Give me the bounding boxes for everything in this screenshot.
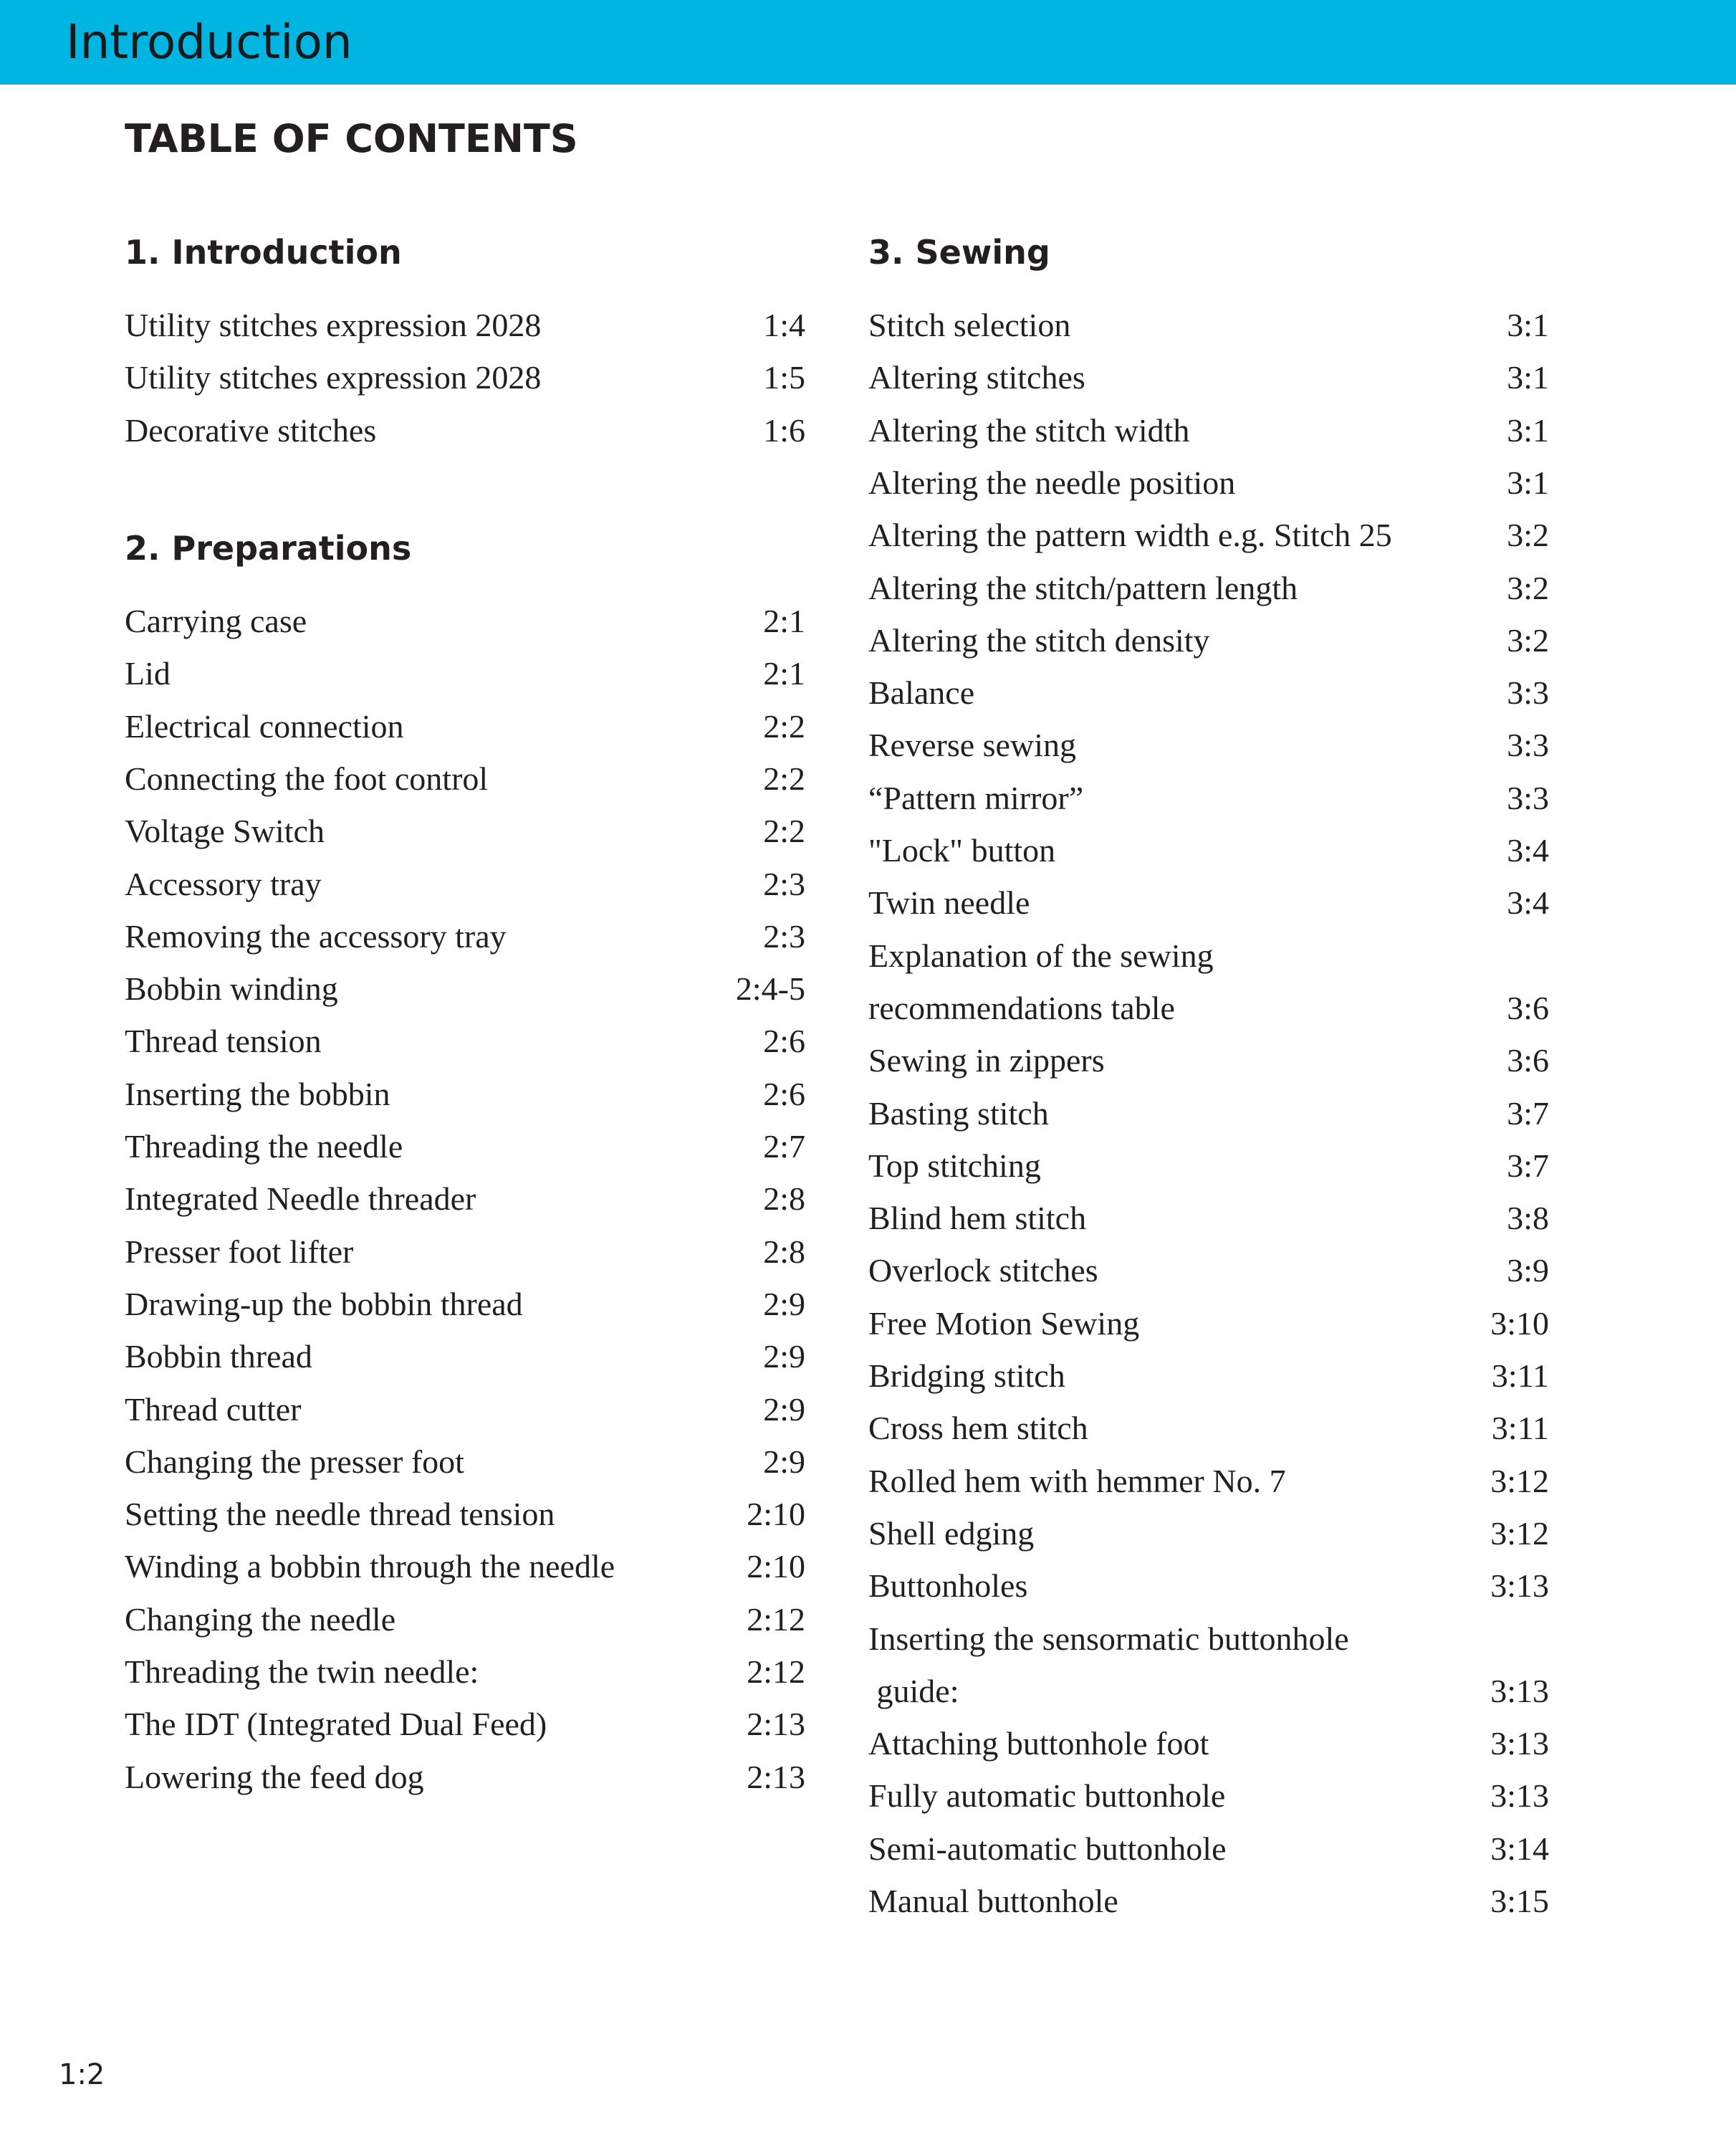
- toc-entry-label: Basting stitch: [868, 1094, 1049, 1132]
- toc-entry-page: 3:3: [1507, 727, 1549, 764]
- toc-entry[interactable]: [868, 1192, 1549, 1244]
- toc-entry-page: 1:4: [763, 307, 805, 343]
- toc-entry-label: Altering the stitch/pattern length: [868, 569, 1298, 606]
- toc-entry-page: 3:1: [1507, 411, 1549, 449]
- toc-entry[interactable]: [868, 1140, 1549, 1192]
- toc-entry-label: Electrical connection: [125, 707, 404, 745]
- toc-entry-page: 2:9: [763, 1285, 805, 1322]
- toc-entry-page: 2:8: [763, 1180, 805, 1218]
- toc-entry-label: Changing the needle: [125, 1600, 396, 1638]
- toc-entry-label: Top stitching: [868, 1147, 1041, 1184]
- toc-entry-page: 3:6: [1507, 989, 1549, 1026]
- toc-entry-label: Utility stitches expression 2028: [125, 307, 542, 343]
- toc-entry[interactable]: [868, 1875, 1549, 1927]
- toc-entry-label: Shell edging: [868, 1514, 1035, 1552]
- toc-entry-label: Cross hem stitch: [868, 1410, 1088, 1447]
- toc-entry-label: Free Motion Sewing: [868, 1304, 1140, 1342]
- toc-entry[interactable]: [868, 1087, 1549, 1140]
- toc-entry[interactable]: [125, 299, 805, 351]
- toc-entry-page: 2:9: [763, 1443, 805, 1480]
- page-number: 1:2: [59, 2058, 105, 2091]
- toc-entry-label: Overlock stitches: [868, 1252, 1098, 1289]
- toc-entry[interactable]: [868, 562, 1549, 614]
- toc-entry[interactable]: [125, 962, 805, 1015]
- toc-entry-page: 3:13: [1490, 1777, 1549, 1815]
- toc-entry[interactable]: [868, 1507, 1549, 1559]
- toc-entry[interactable]: [125, 858, 805, 910]
- toc-entry-page: 3:2: [1507, 569, 1549, 606]
- toc-entry-page: 2:8: [763, 1233, 805, 1270]
- toc-entry-label: Altering stitches: [868, 359, 1085, 396]
- toc-entry-page: 1:6: [763, 411, 805, 449]
- toc-entry-page: 2:2: [763, 760, 805, 797]
- toc-entry-label: Reverse sewing: [868, 727, 1076, 764]
- toc-entry-page: 2:12: [747, 1600, 805, 1638]
- toc-entry[interactable]: [125, 910, 805, 962]
- toc-entry-page: 1:5: [763, 359, 805, 396]
- toc-entry-page: 3:14: [1490, 1830, 1549, 1867]
- toc-entry-page: 2:10: [747, 1496, 805, 1533]
- toc-entry[interactable]: [125, 1540, 805, 1592]
- toc-entry[interactable]: [868, 1349, 1549, 1402]
- toc-entry-label: Balance: [868, 674, 975, 712]
- toc-entry[interactable]: [868, 772, 1549, 824]
- toc-entry[interactable]: [125, 1068, 805, 1120]
- toc-entry-page: 3:11: [1491, 1357, 1549, 1394]
- toc-entry-page: 2:9: [763, 1390, 805, 1428]
- toc-entry-page: 3:2: [1507, 517, 1549, 554]
- toc-entry-label: Buttonholes: [868, 1567, 1028, 1605]
- toc-entry-label: Inserting the sensormatic buttonhole: [868, 1620, 1349, 1657]
- toc-entry[interactable]: [868, 1717, 1549, 1769]
- toc-entry-label: recommendations table: [868, 989, 1175, 1026]
- toc-entry-page: 2:1: [763, 603, 805, 639]
- toc-entry[interactable]: [125, 404, 805, 457]
- toc-entry-page: 3:13: [1490, 1567, 1549, 1605]
- toc-entry-page: 2:3: [763, 917, 805, 955]
- toc-entry-page: 2:13: [747, 1706, 805, 1743]
- header-bar: [0, 0, 1736, 85]
- toc-entry-page: 3:3: [1507, 779, 1549, 816]
- toc-entry[interactable]: [125, 1278, 805, 1330]
- toc-entry[interactable]: [125, 1751, 805, 1803]
- toc-entry[interactable]: [125, 1488, 805, 1540]
- toc-entry-page: 3:3: [1507, 674, 1549, 712]
- toc-entry-page: 3:6: [1507, 1042, 1549, 1079]
- toc-entry-page: 3:1: [1507, 307, 1549, 343]
- toc-entry-page: 3:4: [1507, 884, 1549, 922]
- toc-entry-label: Threading the twin needle:: [125, 1653, 479, 1690]
- toc-entry[interactable]: [125, 700, 805, 752]
- toc-entry-page: 2:6: [763, 1023, 805, 1060]
- toc-entry-label: Altering the pattern width e.g. Stitch 25: [868, 517, 1392, 554]
- toc-entry-label: Manual buttonhole: [868, 1883, 1118, 1919]
- toc-entry[interactable]: [125, 1435, 805, 1488]
- toc-entry[interactable]: [868, 1559, 1549, 1612]
- toc-entry-label: Stitch selection: [868, 307, 1071, 343]
- toc-entry-page: 3:8: [1507, 1200, 1549, 1237]
- toc-entry-label: Drawing-up the bobbin thread: [125, 1285, 523, 1322]
- toc-entry[interactable]: [125, 351, 805, 403]
- toc-entry[interactable]: [868, 614, 1549, 666]
- toc-entry-label: Utility stitches expression 2028: [125, 359, 542, 396]
- toc-entry-page: 2:2: [763, 813, 805, 850]
- toc-entry-page: 3:7: [1507, 1147, 1549, 1184]
- toc-title: TABLE OF CONTENTS: [125, 116, 578, 161]
- toc-entry-page: 2:13: [747, 1758, 805, 1795]
- toc-entry[interactable]: [868, 351, 1549, 403]
- toc-entry-label: Removing the accessory tray: [125, 917, 507, 955]
- toc-entry[interactable]: [125, 1172, 805, 1225]
- toc-entry-page: 2:2: [763, 707, 805, 745]
- toc-entry[interactable]: [125, 1593, 805, 1645]
- toc-entry-label: Inserting the bobbin: [125, 1075, 390, 1112]
- toc-entry[interactable]: [868, 1665, 1549, 1717]
- toc-entry-page: 3:1: [1507, 464, 1549, 501]
- toc-entry[interactable]: [125, 805, 805, 857]
- toc-entry-label: Accessory tray: [125, 865, 322, 902]
- toc-entry[interactable]: [125, 647, 805, 699]
- section-heading: 3. Sewing: [868, 233, 1050, 272]
- header-title: Introduction: [66, 14, 353, 70]
- toc-entry-label: Explanation of the sewing: [868, 937, 1214, 974]
- toc-entry-label: Decorative stitches: [125, 411, 377, 449]
- toc-entry-page: 2:4-5: [735, 970, 805, 1008]
- toc-entry[interactable]: [868, 1455, 1549, 1507]
- toc-entry-page: 3:4: [1507, 832, 1549, 869]
- toc-entry-label: Semi-automatic buttonhole: [868, 1830, 1227, 1867]
- toc-entry-page: 2:7: [763, 1128, 805, 1165]
- toc-entry[interactable]: [868, 876, 1549, 929]
- toc-entry[interactable]: [868, 982, 1549, 1034]
- toc-entry[interactable]: [868, 509, 1549, 561]
- toc-entry[interactable]: [868, 930, 1549, 982]
- toc-entry[interactable]: [868, 824, 1549, 876]
- toc-entry-label: guide:: [868, 1672, 959, 1709]
- toc-entry-label: Changing the presser foot: [125, 1443, 464, 1480]
- toc-entry[interactable]: [868, 1402, 1549, 1454]
- toc-entry-label: Rolled hem with hemmer No. 7: [868, 1462, 1286, 1499]
- toc-entry-label: Presser foot lifter: [125, 1233, 354, 1270]
- toc-entry-label: Lid: [125, 655, 171, 692]
- toc-entry-page: 3:11: [1491, 1410, 1549, 1447]
- toc-entry-label: Blind hem stitch: [868, 1200, 1087, 1237]
- toc-entry-label: Voltage Switch: [125, 813, 325, 850]
- toc-entry-page: 3:7: [1507, 1094, 1549, 1132]
- toc-entry-page: 3:15: [1490, 1883, 1549, 1919]
- toc-entry-page: 3:13: [1490, 1725, 1549, 1762]
- toc-entry-page: 3:2: [1507, 621, 1549, 659]
- toc-entry[interactable]: [868, 1822, 1549, 1875]
- toc-entry[interactable]: [868, 1769, 1549, 1822]
- toc-entry-label: Lowering the feed dog: [125, 1758, 424, 1795]
- toc-entry[interactable]: [868, 719, 1549, 771]
- toc-entry-page: 3:1: [1507, 359, 1549, 396]
- toc-entry[interactable]: [125, 1120, 805, 1172]
- toc-entry-label: Connecting the foot control: [125, 760, 489, 797]
- toc-entry-page: 2:10: [747, 1548, 805, 1585]
- toc-entry-label: Attaching buttonhole foot: [868, 1725, 1209, 1762]
- toc-entry[interactable]: [868, 1612, 1549, 1665]
- toc-entry[interactable]: [125, 1226, 805, 1278]
- toc-entry-page: 3:12: [1490, 1462, 1549, 1499]
- section-heading: 1. Introduction: [125, 233, 402, 272]
- toc-entry-label: Threading the needle: [125, 1128, 403, 1165]
- toc-entry-label: Thread tension: [125, 1023, 322, 1060]
- toc-entry[interactable]: [125, 595, 805, 647]
- section-heading: 2. Preparations: [125, 529, 412, 568]
- toc-entry-label: Integrated Needle threader: [125, 1180, 476, 1218]
- toc-entry-label: The IDT (Integrated Dual Feed): [125, 1706, 547, 1743]
- toc-entry-label: Altering the stitch density: [868, 621, 1210, 659]
- toc-entry[interactable]: [125, 1330, 805, 1382]
- toc-entry-page: 2:9: [763, 1338, 805, 1375]
- toc-entry[interactable]: [868, 1297, 1549, 1349]
- toc-entry-label: Carrying case: [125, 603, 307, 639]
- toc-entry-page: 3:12: [1490, 1514, 1549, 1552]
- toc-entry[interactable]: [868, 1034, 1549, 1086]
- toc-entry[interactable]: [868, 666, 1549, 719]
- toc-entry-label: Twin needle: [868, 884, 1030, 922]
- toc-entry[interactable]: [125, 1015, 805, 1067]
- toc-entry-label: Altering the needle position: [868, 464, 1236, 501]
- toc-entry-label: Winding a bobbin through the needle: [125, 1548, 615, 1585]
- toc-entry-page: 2:1: [763, 655, 805, 692]
- toc-entry-label: Altering the stitch width: [868, 411, 1190, 449]
- toc-entry[interactable]: [125, 752, 805, 805]
- toc-entry-page: 3:13: [1490, 1672, 1549, 1709]
- toc-entry-label: Fully automatic buttonhole: [868, 1777, 1226, 1815]
- toc-entry[interactable]: [868, 299, 1549, 351]
- toc-entry-label: Bobbin winding: [125, 970, 338, 1008]
- toc-entry-page: 3:9: [1507, 1252, 1549, 1289]
- toc-entry-page: 3:10: [1490, 1304, 1549, 1342]
- toc-entry-label: “Pattern mirror”: [868, 779, 1084, 816]
- toc-entry-label: Sewing in zippers: [868, 1042, 1105, 1079]
- toc-entry-label: Thread cutter: [125, 1390, 302, 1428]
- toc-entry-label: Bobbin thread: [125, 1338, 312, 1375]
- toc-entry-page: 2:12: [747, 1653, 805, 1690]
- toc-entry-page: 2:6: [763, 1075, 805, 1112]
- toc-entry[interactable]: [125, 1645, 805, 1698]
- toc-entry[interactable]: [125, 1383, 805, 1435]
- toc-entry[interactable]: [868, 1244, 1549, 1296]
- toc-entry-label: "Lock" button: [868, 832, 1056, 869]
- toc-entry-label: Setting the needle thread tension: [125, 1496, 555, 1533]
- toc-entry-label: Bridging stitch: [868, 1357, 1065, 1394]
- toc-entry-page: 2:3: [763, 865, 805, 902]
- toc-entry[interactable]: [868, 404, 1549, 457]
- toc-entry[interactable]: [125, 1698, 805, 1750]
- toc-entry[interactable]: [868, 457, 1549, 509]
